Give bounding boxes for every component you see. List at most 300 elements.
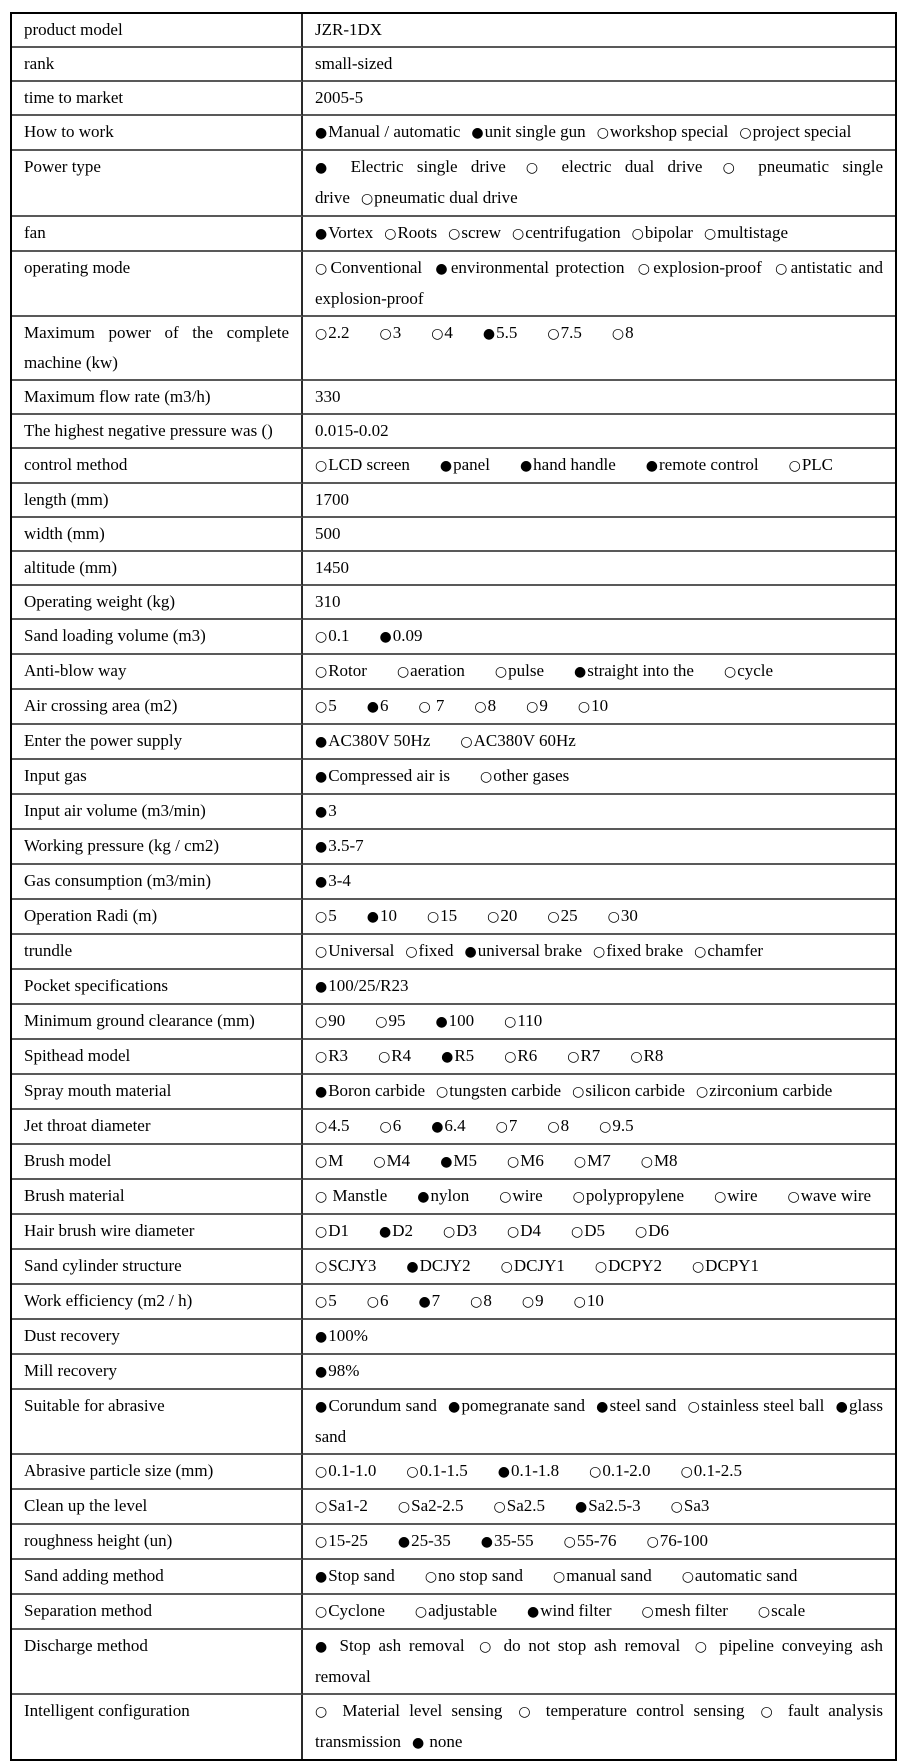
option-label: M bbox=[328, 1151, 344, 1170]
option-label: 0.1-2.5 bbox=[693, 1461, 742, 1480]
option-label: screw bbox=[461, 223, 502, 242]
option bbox=[448, 1396, 585, 1415]
table-row bbox=[12, 1180, 895, 1215]
option-label: chamfer bbox=[707, 941, 764, 960]
table-row bbox=[12, 1250, 895, 1285]
option-label: 4.5 bbox=[328, 1116, 350, 1135]
spec-label-cell: Enter the power supply bbox=[12, 725, 303, 760]
option bbox=[788, 1186, 872, 1205]
radio-hollow-icon: ○ bbox=[691, 1639, 711, 1655]
radio-hollow-icon: ○ bbox=[504, 1014, 517, 1030]
radio-filled-icon: ● bbox=[315, 1084, 328, 1100]
table-row bbox=[12, 381, 895, 415]
option bbox=[433, 258, 624, 277]
spec-value-cell bbox=[303, 620, 895, 655]
option-label: centrifugation bbox=[525, 223, 621, 242]
option-label: 9 bbox=[539, 696, 548, 715]
option-label: 3 bbox=[392, 323, 402, 342]
option-label: fault analysis transmission bbox=[315, 1701, 884, 1751]
spec-label-cell: Hair brush wire diameter bbox=[12, 1215, 303, 1250]
spec-label-cell: Sand cylinder structure bbox=[12, 1250, 303, 1285]
option bbox=[471, 122, 585, 141]
spec-value-cell bbox=[303, 449, 895, 484]
radio-hollow-icon: ○ bbox=[713, 160, 744, 176]
radio-hollow-icon: ○ bbox=[379, 1119, 392, 1135]
radio-hollow-icon: ○ bbox=[635, 1224, 648, 1240]
radio-hollow-icon: ○ bbox=[572, 1189, 585, 1205]
option bbox=[564, 1531, 617, 1550]
option-label: automatic sand bbox=[694, 1566, 798, 1585]
radio-hollow-icon: ○ bbox=[384, 226, 397, 242]
option bbox=[630, 1046, 663, 1065]
radio-filled-icon: ● bbox=[315, 734, 328, 750]
option-label: 7 bbox=[508, 1116, 518, 1135]
table-row bbox=[12, 900, 895, 935]
option bbox=[398, 1496, 464, 1515]
radio-hollow-icon: ○ bbox=[405, 944, 418, 960]
spec-label-cell: length (mm) bbox=[12, 484, 303, 518]
option-label: 6 bbox=[392, 1116, 402, 1135]
option bbox=[315, 258, 422, 277]
radio-hollow-icon: ○ bbox=[315, 1464, 328, 1480]
spec-label-cell: Input gas bbox=[12, 760, 303, 795]
option bbox=[417, 1186, 469, 1205]
spec-value-cell bbox=[303, 151, 895, 217]
option bbox=[427, 906, 457, 925]
radio-hollow-icon: ○ bbox=[635, 261, 653, 277]
option bbox=[574, 661, 694, 680]
option-label: 10 bbox=[586, 1291, 604, 1310]
radio-hollow-icon: ○ bbox=[379, 326, 392, 342]
radio-hollow-icon: ○ bbox=[443, 1224, 456, 1240]
option-label: R7 bbox=[580, 1046, 601, 1065]
spec-value-cell bbox=[303, 1355, 895, 1390]
radio-hollow-icon: ○ bbox=[640, 1154, 653, 1170]
radio-hollow-icon: ○ bbox=[788, 458, 801, 474]
radio-hollow-icon: ○ bbox=[723, 664, 737, 680]
radio-hollow-icon: ○ bbox=[573, 1154, 587, 1170]
option-label: 25-35 bbox=[411, 1531, 451, 1550]
table-row bbox=[12, 14, 895, 48]
option-label: D5 bbox=[584, 1221, 605, 1240]
option bbox=[571, 1221, 605, 1240]
spec-label-cell: Spray mouth material bbox=[12, 1075, 303, 1110]
radio-filled-icon: ● bbox=[315, 125, 328, 141]
table-row bbox=[12, 865, 895, 900]
option bbox=[379, 323, 401, 342]
spec-value-cell bbox=[303, 970, 895, 1005]
option-label: 100 bbox=[448, 1011, 475, 1030]
table-row bbox=[12, 1320, 895, 1355]
option bbox=[406, 1461, 467, 1480]
option bbox=[378, 1046, 411, 1065]
option-label: 7.5 bbox=[560, 323, 582, 342]
option-label: Sa3 bbox=[683, 1496, 710, 1515]
spec-label-cell: Pocket specifications bbox=[12, 970, 303, 1005]
table-row bbox=[12, 484, 895, 518]
spec-label-cell: Clean up the level bbox=[12, 1490, 303, 1525]
option-label: 25 bbox=[560, 906, 578, 925]
option bbox=[513, 1701, 744, 1720]
radio-filled-icon: ● bbox=[411, 1735, 425, 1751]
option bbox=[315, 1566, 395, 1585]
option bbox=[724, 661, 773, 680]
table-row bbox=[12, 317, 895, 381]
table-row bbox=[12, 760, 895, 795]
option bbox=[474, 696, 496, 715]
option-label: 0.1-1.0 bbox=[328, 1461, 377, 1480]
table-row bbox=[12, 830, 895, 865]
option bbox=[483, 323, 517, 342]
radio-hollow-icon: ○ bbox=[315, 1049, 328, 1065]
radio-hollow-icon: ○ bbox=[315, 1604, 328, 1620]
option-label: 110 bbox=[517, 1011, 543, 1030]
spec-value-cell: 0.015-0.02 bbox=[303, 415, 895, 449]
option-label: Electric single drive bbox=[337, 157, 506, 176]
option bbox=[315, 696, 337, 715]
spec-value-cell bbox=[303, 1320, 895, 1355]
option-label: 15 bbox=[440, 906, 458, 925]
option-label: 10 bbox=[379, 906, 397, 925]
spec-value-cell bbox=[303, 217, 895, 252]
option-label: 3 bbox=[328, 801, 337, 820]
radio-filled-icon: ● bbox=[417, 1189, 430, 1205]
table-row bbox=[12, 725, 895, 760]
option bbox=[315, 941, 394, 960]
option-label: silicon carbide bbox=[585, 1081, 685, 1100]
option-label: scale bbox=[771, 1601, 806, 1620]
option bbox=[315, 1326, 368, 1345]
option bbox=[526, 696, 548, 715]
option-label: Sa1-2 bbox=[328, 1496, 368, 1515]
radio-filled-icon: ● bbox=[315, 160, 337, 176]
option bbox=[361, 188, 518, 207]
radio-filled-icon: ● bbox=[366, 909, 379, 925]
option-label: universal brake bbox=[477, 941, 583, 960]
option-label: PLC bbox=[801, 455, 833, 474]
option bbox=[504, 1011, 542, 1030]
option bbox=[375, 1011, 405, 1030]
option-label: 30 bbox=[620, 906, 638, 925]
option-label: Boron carbide bbox=[328, 1081, 425, 1100]
option bbox=[315, 1011, 345, 1030]
option bbox=[682, 1566, 798, 1585]
spec-label-cell: roughness height (un) bbox=[12, 1525, 303, 1560]
radio-hollow-icon: ○ bbox=[418, 699, 431, 715]
radio-hollow-icon: ○ bbox=[573, 1294, 586, 1310]
option-label: Stop sand bbox=[328, 1566, 395, 1585]
option bbox=[501, 1256, 565, 1275]
option bbox=[315, 731, 430, 750]
option-label: R8 bbox=[643, 1046, 664, 1065]
spec-label-cell: Brush model bbox=[12, 1145, 303, 1180]
option bbox=[517, 157, 703, 176]
option bbox=[384, 223, 437, 242]
radio-hollow-icon: ○ bbox=[475, 1639, 495, 1655]
option-label: 5 bbox=[328, 906, 337, 925]
option bbox=[315, 1256, 376, 1275]
spec-label-cell: Spithead model bbox=[12, 1040, 303, 1075]
radio-hollow-icon: ○ bbox=[513, 1704, 536, 1720]
option bbox=[315, 323, 349, 342]
option bbox=[315, 836, 364, 855]
radio-hollow-icon: ○ bbox=[691, 1259, 705, 1275]
spec-value-cell: 500 bbox=[303, 518, 895, 552]
table-row bbox=[12, 1040, 895, 1075]
option-label: 6 bbox=[379, 696, 389, 715]
table-row bbox=[12, 151, 895, 217]
option-label: stainless steel ball bbox=[701, 1396, 825, 1415]
radio-hollow-icon: ○ bbox=[436, 1084, 449, 1100]
option bbox=[789, 455, 833, 474]
option bbox=[315, 157, 506, 176]
radio-filled-icon: ● bbox=[482, 326, 496, 342]
spec-table-body bbox=[12, 14, 895, 1759]
spec-label-cell: Operation Radi (m) bbox=[12, 900, 303, 935]
spec-label-cell: Work efficiency (m2 / h) bbox=[12, 1285, 303, 1320]
option-label: 8 bbox=[625, 323, 634, 342]
radio-filled-icon: ● bbox=[315, 804, 328, 820]
option bbox=[412, 1732, 463, 1751]
spec-label-cell: Minimum ground clearance (mm) bbox=[12, 1005, 303, 1040]
option bbox=[315, 661, 367, 680]
option-label: R3 bbox=[328, 1046, 349, 1065]
option bbox=[692, 1256, 759, 1275]
radio-hollow-icon: ○ bbox=[787, 1189, 800, 1205]
option bbox=[443, 1221, 477, 1240]
option-label: Manstle bbox=[328, 1186, 388, 1205]
radio-filled-icon: ● bbox=[480, 1534, 493, 1550]
radio-filled-icon: ● bbox=[519, 458, 533, 474]
option-label: none bbox=[425, 1732, 463, 1751]
table-row bbox=[12, 82, 895, 116]
option bbox=[418, 696, 444, 715]
option bbox=[498, 1461, 559, 1480]
option-label: pneumatic dual drive bbox=[374, 188, 518, 207]
option bbox=[696, 1081, 832, 1100]
option bbox=[315, 1361, 359, 1380]
table-row bbox=[12, 1525, 895, 1560]
option bbox=[315, 1186, 387, 1205]
option bbox=[714, 1186, 757, 1205]
option bbox=[315, 1531, 368, 1550]
spec-label-cell: Sand adding method bbox=[12, 1560, 303, 1595]
radio-hollow-icon: ○ bbox=[512, 226, 525, 242]
option-label: fixed brake bbox=[606, 941, 684, 960]
option-label: adjustable bbox=[428, 1601, 498, 1620]
spec-label-cell: control method bbox=[12, 449, 303, 484]
radio-hollow-icon: ○ bbox=[470, 1294, 483, 1310]
radio-hollow-icon: ○ bbox=[521, 1294, 535, 1310]
radio-hollow-icon: ○ bbox=[563, 1534, 576, 1550]
option bbox=[527, 1601, 612, 1620]
option-label: 0.1-1.8 bbox=[511, 1461, 560, 1480]
spec-value-cell: 330 bbox=[303, 381, 895, 415]
radio-hollow-icon: ○ bbox=[315, 909, 328, 925]
option-label: electric dual drive bbox=[548, 157, 703, 176]
option bbox=[315, 976, 409, 995]
option bbox=[431, 1116, 465, 1135]
option-label: multistage bbox=[717, 223, 789, 242]
spec-value-cell bbox=[303, 1490, 895, 1525]
option-label: Sa2.5-3 bbox=[588, 1496, 641, 1515]
radio-hollow-icon: ○ bbox=[593, 944, 606, 960]
radio-hollow-icon: ○ bbox=[315, 629, 328, 645]
radio-hollow-icon: ○ bbox=[315, 1534, 328, 1550]
spec-label-cell: time to market bbox=[12, 82, 303, 116]
spec-value-cell bbox=[303, 1695, 895, 1759]
radio-hollow-icon: ○ bbox=[315, 458, 328, 474]
option bbox=[441, 1046, 474, 1065]
option-label: 0.09 bbox=[392, 626, 423, 645]
option-label: D3 bbox=[456, 1221, 477, 1240]
table-row bbox=[12, 1005, 895, 1040]
radio-hollow-icon: ○ bbox=[414, 1604, 428, 1620]
option bbox=[646, 455, 759, 474]
radio-filled-icon: ● bbox=[575, 1499, 588, 1515]
radio-filled-icon: ● bbox=[315, 874, 328, 890]
spec-label-cell: Air crossing area (m2) bbox=[12, 690, 303, 725]
radio-hollow-icon: ○ bbox=[714, 1189, 727, 1205]
radio-filled-icon: ● bbox=[645, 458, 658, 474]
option-label: other gases bbox=[493, 766, 570, 785]
radio-filled-icon: ● bbox=[435, 1014, 448, 1030]
spec-label-cell: Separation method bbox=[12, 1595, 303, 1630]
option-label: antistatic and explosion-proof bbox=[315, 258, 884, 308]
option-label: M4 bbox=[386, 1151, 411, 1170]
spec-value-cell bbox=[303, 1005, 895, 1040]
radio-hollow-icon: ○ bbox=[547, 326, 560, 342]
spec-value-cell bbox=[303, 830, 895, 865]
option-label: 2.2 bbox=[328, 323, 350, 342]
spec-value-cell: 310 bbox=[303, 586, 895, 620]
option-label: 7 bbox=[431, 696, 445, 715]
option-label: Sa2.5 bbox=[506, 1496, 545, 1515]
radio-hollow-icon: ○ bbox=[572, 1084, 585, 1100]
radio-hollow-icon: ○ bbox=[315, 664, 328, 680]
option bbox=[574, 1151, 611, 1170]
radio-hollow-icon: ○ bbox=[695, 1084, 709, 1100]
table-row bbox=[12, 1490, 895, 1525]
option-label: pulse bbox=[508, 661, 545, 680]
table-row bbox=[12, 655, 895, 690]
radio-filled-icon: ● bbox=[315, 1399, 328, 1415]
spec-value-cell bbox=[303, 1525, 895, 1560]
option-label: 8 bbox=[487, 696, 497, 715]
radio-hollow-icon: ○ bbox=[553, 1569, 566, 1585]
radio-hollow-icon: ○ bbox=[526, 699, 539, 715]
option bbox=[573, 1186, 684, 1205]
spec-value-cell: 1450 bbox=[303, 552, 895, 586]
option bbox=[405, 941, 453, 960]
option bbox=[435, 1011, 474, 1030]
option bbox=[315, 766, 450, 785]
spec-label-cell: Input air volume (m3/min) bbox=[12, 795, 303, 830]
option bbox=[397, 661, 465, 680]
option-label: wire bbox=[512, 1186, 543, 1205]
radio-hollow-icon: ○ bbox=[426, 909, 440, 925]
radio-filled-icon: ● bbox=[397, 1534, 411, 1550]
spec-value-cell bbox=[303, 865, 895, 900]
option-label: DCPY1 bbox=[705, 1256, 760, 1275]
radio-hollow-icon: ○ bbox=[499, 1189, 512, 1205]
option bbox=[589, 1461, 650, 1480]
radio-hollow-icon: ○ bbox=[641, 1604, 654, 1620]
option-label: AC380V 60Hz bbox=[473, 731, 576, 750]
radio-hollow-icon: ○ bbox=[703, 226, 717, 242]
spec-label-cell: Brush material bbox=[12, 1180, 303, 1215]
option-label: pipeline conveying ash removal bbox=[315, 1636, 883, 1686]
option-label: manual sand bbox=[566, 1566, 652, 1585]
radio-hollow-icon: ○ bbox=[315, 1294, 328, 1310]
option bbox=[315, 1461, 376, 1480]
option bbox=[553, 1566, 652, 1585]
option bbox=[315, 223, 373, 242]
option-label: hand handle bbox=[533, 455, 616, 474]
radio-filled-icon: ● bbox=[406, 1259, 419, 1275]
radio-hollow-icon: ○ bbox=[406, 1464, 419, 1480]
radio-filled-icon: ● bbox=[471, 125, 484, 141]
option-label: remote control bbox=[658, 455, 759, 474]
option-label: 8 bbox=[483, 1291, 492, 1310]
option bbox=[642, 1601, 728, 1620]
radio-hollow-icon: ○ bbox=[507, 1154, 520, 1170]
option-label: M6 bbox=[520, 1151, 544, 1170]
option bbox=[547, 1116, 569, 1135]
option bbox=[495, 661, 544, 680]
spec-label-cell: fan bbox=[12, 217, 303, 252]
option-label: Universal bbox=[328, 941, 395, 960]
option bbox=[315, 1636, 465, 1655]
radio-hollow-icon: ○ bbox=[315, 1704, 333, 1720]
radio-hollow-icon: ○ bbox=[630, 1049, 643, 1065]
table-row bbox=[12, 1390, 895, 1455]
table-row bbox=[12, 1215, 895, 1250]
option-label: project special bbox=[752, 122, 852, 141]
radio-filled-icon: ● bbox=[441, 1049, 454, 1065]
option-label: 6.4 bbox=[444, 1116, 466, 1135]
spec-value-cell bbox=[303, 725, 895, 760]
radio-filled-icon: ● bbox=[315, 1364, 328, 1380]
option-label: 35-55 bbox=[494, 1531, 534, 1550]
spec-label-cell: product model bbox=[12, 14, 303, 48]
table-row bbox=[12, 1355, 895, 1390]
option-label: wire bbox=[727, 1186, 758, 1205]
option bbox=[373, 1151, 410, 1170]
option-label: wind filter bbox=[540, 1601, 612, 1620]
option bbox=[315, 871, 351, 890]
radio-hollow-icon: ○ bbox=[681, 1569, 694, 1585]
radio-filled-icon: ● bbox=[315, 839, 328, 855]
radio-hollow-icon: ○ bbox=[757, 1604, 771, 1620]
radio-hollow-icon: ○ bbox=[487, 909, 500, 925]
radio-hollow-icon: ○ bbox=[493, 1499, 506, 1515]
option-label: 0.1-2.0 bbox=[602, 1461, 651, 1480]
option-label: nylon bbox=[430, 1186, 470, 1205]
option bbox=[315, 1291, 337, 1310]
spec-label-cell: Intelligent configuration bbox=[12, 1695, 303, 1759]
option-label: aeration bbox=[410, 661, 465, 680]
radio-hollow-icon: ○ bbox=[772, 261, 790, 277]
option-label: D6 bbox=[648, 1221, 669, 1240]
spec-value-cell bbox=[303, 1145, 895, 1180]
option bbox=[487, 906, 517, 925]
radio-filled-icon: ● bbox=[595, 1399, 609, 1415]
option bbox=[687, 1396, 824, 1415]
radio-hollow-icon: ○ bbox=[694, 944, 707, 960]
option bbox=[612, 323, 634, 342]
option-label: AC380V 50Hz bbox=[328, 731, 431, 750]
